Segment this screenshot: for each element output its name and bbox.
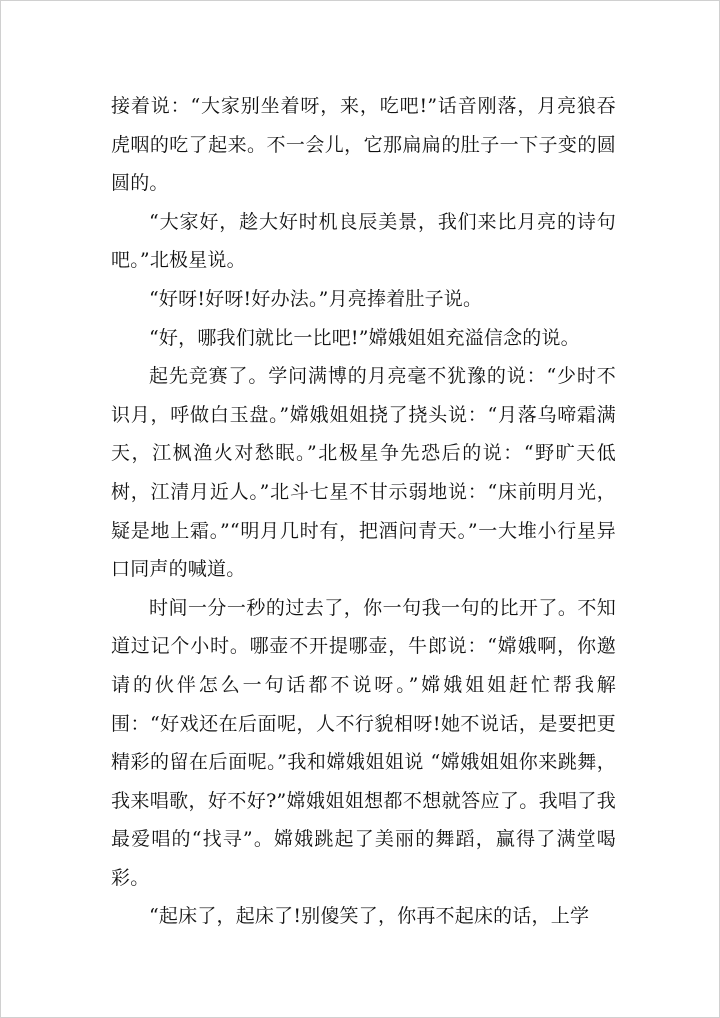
paragraph: 接着说：“大家别坐着呀，来，吃吧!”话音刚落，月亮狼吞虎咽的吃了起来。不一会儿，它那扁扁的肚子一下子变的圆圆的。	[111, 95, 616, 195]
document-body	[111, 87, 616, 936]
paragraph: 起先竞赛了。学问满博的月亮毫不犹豫的说：“少时不识月，呼做白玉盘。”嫦娥姐姐挠了挠头说：“月落乌啼霜满天，江枫渔火对愁眠。”北极星争先恐后的说：“野旷天低树，江清月近人。”北斗七星不甘示弱地说：“床前明月光，疑是地上霜。”“明月几时有，把酒问青天。”一大堆小行星异口同声的喊道。	[111, 365, 616, 581]
paragraph: “好呀!好呀!好办法。”月亮捧着肚子说。	[149, 287, 483, 310]
paragraph: “起床了，起床了!别傻笑了，你再不起床的话，上学	[149, 905, 590, 928]
paragraph: 时间一分一秒的过去了，你一句我一句的比开了。不知道过记个小时。哪壶不开提哪壶，牛郎说：“嫦娥啊，你邀请的伙伴怎么一句话都不说呀。”嫦娥姐姐赶忙帮我解围：“好戏还在后面呢，人不行貌相呀!她不说话，是要把更精彩的留在后面呢。”我和嫦娥姐姐说 “嫦娥姐姐你来跳舞，我来唱歌，好不好?”嫦娥姐姐想都不想就答应了。我唱了我最爱唱的“找寻”。嫦娥跳起了美丽的舞蹈，赢得了满堂喝彩。	[111, 596, 616, 889]
paragraph: “大家好，趁大好时机良辰美景，我们来比月亮的诗句吧。”北极星说。	[111, 210, 616, 272]
paragraph: “好，哪我们就比一比吧!”嫦娥姐姐充溢信念的说。	[149, 326, 580, 349]
